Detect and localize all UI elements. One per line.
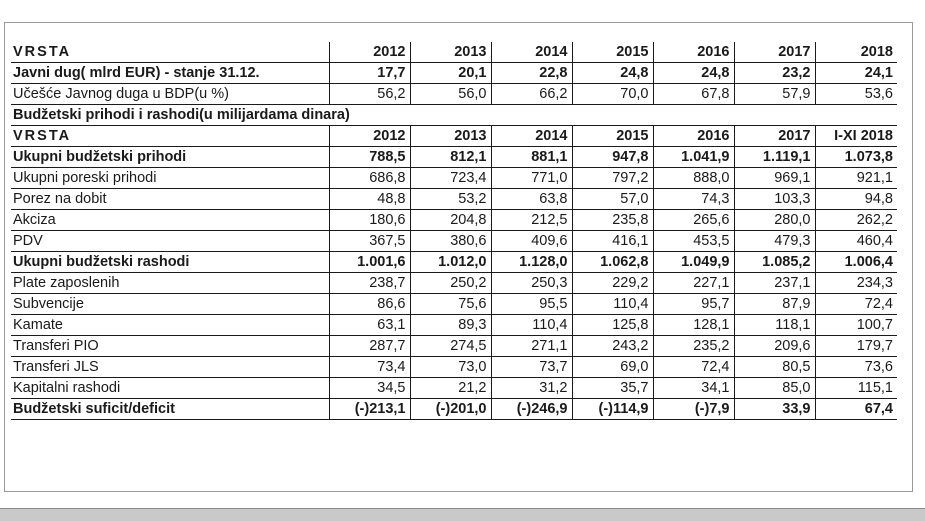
table-cell: 243,2 xyxy=(572,336,653,357)
table-cell: 75,6 xyxy=(410,294,491,315)
table-cell: 63,1 xyxy=(329,315,410,336)
column-header: 2017 xyxy=(734,42,815,63)
row-label: Ukupni budžetski rashodi xyxy=(11,252,329,273)
table-cell: 1.085,2 xyxy=(734,252,815,273)
table-row xyxy=(11,357,897,378)
table-cell: 1.041,9 xyxy=(653,147,734,168)
table-cell: 95,5 xyxy=(491,294,572,315)
table-cell: 73,4 xyxy=(329,357,410,378)
table-cell: 204,8 xyxy=(410,210,491,231)
table-cell: 128,1 xyxy=(653,315,734,336)
table-cell: 56,2 xyxy=(329,84,410,105)
row-label: Kamate xyxy=(11,315,329,336)
bottom-divider-bar xyxy=(0,508,925,521)
table-cell: 367,5 xyxy=(329,231,410,252)
table-cell: 1.073,8 xyxy=(815,147,897,168)
table-cell: 20,1 xyxy=(410,63,491,84)
table-cell: 453,5 xyxy=(653,231,734,252)
table-cell: 788,5 xyxy=(329,147,410,168)
table-cell: 921,1 xyxy=(815,168,897,189)
cropped-text-line xyxy=(0,0,925,8)
table-header-row xyxy=(11,42,897,63)
table-cell: 35,7 xyxy=(572,378,653,399)
table-cell: 265,6 xyxy=(653,210,734,231)
table-cell: 24,8 xyxy=(572,63,653,84)
table-cell: 881,1 xyxy=(491,147,572,168)
row-label: Subvencije xyxy=(11,294,329,315)
table-cell: 235,8 xyxy=(572,210,653,231)
table-cell: 280,0 xyxy=(734,210,815,231)
table-cell: 95,7 xyxy=(653,294,734,315)
table-cell: 947,8 xyxy=(572,147,653,168)
row-label: Porez na dobit xyxy=(11,189,329,210)
row-label: VRSTA xyxy=(11,126,329,147)
table-row xyxy=(11,210,897,231)
table-row xyxy=(11,273,897,294)
table-cell: 235,2 xyxy=(653,336,734,357)
column-header: 2016 xyxy=(653,126,734,147)
table-row xyxy=(11,336,897,357)
table-row xyxy=(11,63,897,84)
table-cell: 22,8 xyxy=(491,63,572,84)
table-row xyxy=(11,231,897,252)
table-cell: 53,6 xyxy=(815,84,897,105)
row-label: Javni dug( mlrd EUR) - stanje 31.12. xyxy=(11,63,329,84)
table-cell: 80,5 xyxy=(734,357,815,378)
table-cell: 118,1 xyxy=(734,315,815,336)
table-cell: 24,8 xyxy=(653,63,734,84)
table-cell: 479,3 xyxy=(734,231,815,252)
row-label: Transferi JLS xyxy=(11,357,329,378)
row-label: Ukupni poreski prihodi xyxy=(11,168,329,189)
table-cell: 212,5 xyxy=(491,210,572,231)
table-cell: 17,7 xyxy=(329,63,410,84)
table-cell: 72,4 xyxy=(653,357,734,378)
table-cell: 70,0 xyxy=(572,84,653,105)
table-cell: 1.006,4 xyxy=(815,252,897,273)
row-label: Plate zaposlenih xyxy=(11,273,329,294)
table-cell: 460,4 xyxy=(815,231,897,252)
table-cell: 812,1 xyxy=(410,147,491,168)
table-cell: 69,0 xyxy=(572,357,653,378)
table-cell: 262,2 xyxy=(815,210,897,231)
table-cell: 1.049,9 xyxy=(653,252,734,273)
table-cell: 67,8 xyxy=(653,84,734,105)
table-cell: 73,6 xyxy=(815,357,897,378)
table-cell: 110,4 xyxy=(491,315,572,336)
table-cell: (-)246,9 xyxy=(491,399,572,420)
column-header: 2015 xyxy=(572,42,653,63)
row-label: Kapitalni rashodi xyxy=(11,378,329,399)
table-cell: 209,6 xyxy=(734,336,815,357)
table-cell: 409,6 xyxy=(491,231,572,252)
table-cell: 66,2 xyxy=(491,84,572,105)
column-header: 2014 xyxy=(491,42,572,63)
column-header: I-XI 2018 xyxy=(815,126,897,147)
section-title: Budžetski prihodi i rashodi(u milijardama dinara) xyxy=(11,105,897,126)
table-cell: 416,1 xyxy=(572,231,653,252)
table-row xyxy=(11,378,897,399)
table-cell: 287,7 xyxy=(329,336,410,357)
row-label: Akciza xyxy=(11,210,329,231)
table-cell: 67,4 xyxy=(815,399,897,420)
column-header: 2013 xyxy=(410,126,491,147)
table-cell: (-)201,0 xyxy=(410,399,491,420)
table-row xyxy=(11,252,897,273)
table-cell: 110,4 xyxy=(572,294,653,315)
table-cell: 115,1 xyxy=(815,378,897,399)
table-row xyxy=(11,315,897,336)
table-cell: 237,1 xyxy=(734,273,815,294)
section-title-row xyxy=(11,105,897,126)
table-cell: 1.128,0 xyxy=(491,252,572,273)
table-cell: 234,3 xyxy=(815,273,897,294)
table-cell: (-)213,1 xyxy=(329,399,410,420)
table-row xyxy=(11,84,897,105)
row-label: Transferi PIO xyxy=(11,336,329,357)
table-cell: 969,1 xyxy=(734,168,815,189)
table-cell: 57,0 xyxy=(572,189,653,210)
table-cell: 238,7 xyxy=(329,273,410,294)
table-cell: 103,3 xyxy=(734,189,815,210)
table-cell: 53,2 xyxy=(410,189,491,210)
column-header: 2012 xyxy=(329,42,410,63)
table-cell: 85,0 xyxy=(734,378,815,399)
row-label: Ukupni budžetski prihodi xyxy=(11,147,329,168)
table-cell: 686,8 xyxy=(329,168,410,189)
table-cell: 250,2 xyxy=(410,273,491,294)
table-cell: 1.119,1 xyxy=(734,147,815,168)
table-cell: 86,6 xyxy=(329,294,410,315)
table-cell: 34,1 xyxy=(653,378,734,399)
table-cell: 100,7 xyxy=(815,315,897,336)
row-label: Budžetski suficit/deficit xyxy=(11,399,329,420)
column-header: 2014 xyxy=(491,126,572,147)
table-cell: (-)7,9 xyxy=(653,399,734,420)
budget-table xyxy=(11,42,897,420)
table-cell: 87,9 xyxy=(734,294,815,315)
table-cell: 48,8 xyxy=(329,189,410,210)
table-cell: 72,4 xyxy=(815,294,897,315)
table-cell: 24,1 xyxy=(815,63,897,84)
table-row xyxy=(11,294,897,315)
table-cell: 33,9 xyxy=(734,399,815,420)
column-header: 2017 xyxy=(734,126,815,147)
table-cell: 229,2 xyxy=(572,273,653,294)
table-row xyxy=(11,168,897,189)
column-header: 2016 xyxy=(653,42,734,63)
table-cell: (-)114,9 xyxy=(572,399,653,420)
table-cell: 94,8 xyxy=(815,189,897,210)
table-cell: 74,3 xyxy=(653,189,734,210)
table-cell: 723,4 xyxy=(410,168,491,189)
column-header: 2013 xyxy=(410,42,491,63)
column-header: 2018 xyxy=(815,42,897,63)
table-row xyxy=(11,189,897,210)
table-cell: 1.001,6 xyxy=(329,252,410,273)
table-cell: 380,6 xyxy=(410,231,491,252)
column-header: 2015 xyxy=(572,126,653,147)
table-cell: 34,5 xyxy=(329,378,410,399)
table-cell: 31,2 xyxy=(491,378,572,399)
table-cell: 250,3 xyxy=(491,273,572,294)
table-cell: 179,7 xyxy=(815,336,897,357)
row-label: VRSTA xyxy=(11,42,329,63)
table-cell: 180,6 xyxy=(329,210,410,231)
table-cell: 271,1 xyxy=(491,336,572,357)
table-row xyxy=(11,147,897,168)
table-cell: 89,3 xyxy=(410,315,491,336)
table-cell: 1.062,8 xyxy=(572,252,653,273)
table-cell: 1.012,0 xyxy=(410,252,491,273)
table-cell: 274,5 xyxy=(410,336,491,357)
table-cell: 57,9 xyxy=(734,84,815,105)
row-label: Učešće Javnog duga u BDP(u %) xyxy=(11,84,329,105)
table-header-row xyxy=(11,126,897,147)
table-cell: 227,1 xyxy=(653,273,734,294)
table-cell: 771,0 xyxy=(491,168,572,189)
table-cell: 73,7 xyxy=(491,357,572,378)
table-cell: 23,2 xyxy=(734,63,815,84)
table-cell: 888,0 xyxy=(653,168,734,189)
table-cell: 63,8 xyxy=(491,189,572,210)
table-cell: 21,2 xyxy=(410,378,491,399)
row-label: PDV xyxy=(11,231,329,252)
table-cell: 797,2 xyxy=(572,168,653,189)
table-cell: 73,0 xyxy=(410,357,491,378)
table-cell: 125,8 xyxy=(572,315,653,336)
table-cell: 56,0 xyxy=(410,84,491,105)
column-header: 2012 xyxy=(329,126,410,147)
table-row xyxy=(11,399,897,420)
